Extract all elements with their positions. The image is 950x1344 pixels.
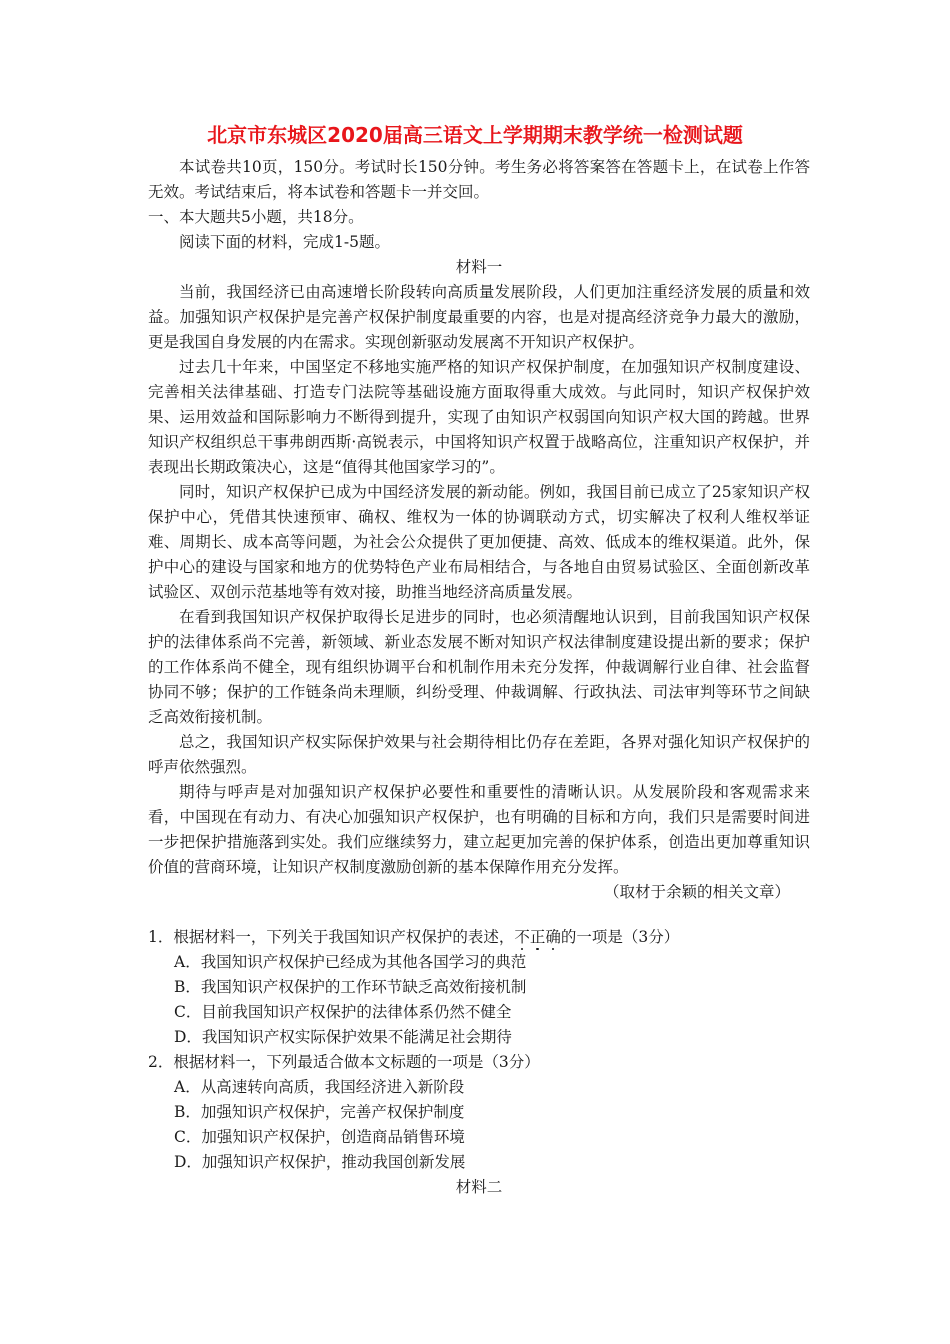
material-heading: 材料二 (455, 1178, 503, 1196)
material-paragraph: 期待与呼声是对加强知识产权保护必要性和重要性的清晰认识。从发展阶段和客观需求来看，中国现在有动力、有决心加强知识产权保护，也有明确的目标和方向，我们只是需要时间进一步把保护措施落到实处。我们应继续努力，建立起更加完善的保护体系，创造出更加尊重知识价值的营商环境，让知识产权制度激励创新的基本保障作用充分发挥。 (148, 783, 810, 876)
question-option: C．目前我国知识产权保护的法律体系仍然不健全 (174, 1003, 512, 1021)
question-option: A．我国知识产权保护已经成为其他各国学习的典范 (174, 953, 527, 971)
material-paragraph: 当前，我国经济已由高速增长阶段转向高质量发展阶段，人们更加注重经济发展的质量和效益。加强知识产权保护是完善产权保护制度最重要的内容，也是对提高经济竞争力最大的激励，更是我国自身发展的内在需求。实现创新驱动发展离不开知识产权保护。 (148, 283, 810, 351)
question-option: D．我国知识产权实际保护效果不能满足社会期待 (174, 1028, 512, 1046)
intro-paragraph: 本试卷共10页，150分。考试时长150分钟。考生务必将答案答在答题卡上，在试卷上作答无效。考试结束后，将本试卷和答题卡一并交回。 (148, 158, 810, 201)
section-instruction: 阅读下面的材料，完成1-5题。 (179, 233, 390, 251)
document-title: 北京市东城区2020届高三语文上学期期末教学统一检测试题 (207, 123, 743, 147)
question-stem: 2．根据材料一，下列最适合做本文标题的一项是（3分） (148, 1053, 540, 1071)
material-heading: 材料一 (455, 258, 503, 276)
document-body (148, 155, 810, 1200)
question-option: C．加强知识产权保护，创造商品销售环境 (174, 1128, 465, 1146)
section-heading: 一、本大题共5小题，共18分。 (148, 208, 364, 226)
question-option: D．加强知识产权保护，推动我国创新发展 (174, 1153, 466, 1171)
emphasis-char: 不 (514, 928, 530, 946)
question-stem: 1．根据材料一，下列关于我国知识产权保护的表述，不正确的一项是（3分） (148, 928, 680, 946)
question-option: B．我国知识产权保护的工作环节缺乏高效衔接机制 (174, 978, 527, 996)
material-paragraph: 同时，知识产权保护已成为中国经济发展的新动能。例如，我国目前已成立了25家知识产权保护中心，凭借其快速预审、确权、维权为一体的协调联动方式，切实解决了权利人维权举证难、周期长、成本高等问题，为社会公众提供了更加便捷、高效、低成本的维权渠道。此外，保护中心的建设与国家和地方的优势特色产业布局相结合，与各地自由贸易试验区、全面创新改革试验区、双创示范基地等有效对接，助推当地经济高质量发展。 (148, 483, 810, 601)
question-option: B．加强知识产权保护，完善产权保护制度 (174, 1103, 465, 1121)
material-source: （取材于余颖的相关文章） (603, 883, 790, 901)
material-paragraph: 在看到我国知识产权保护取得长足进步的同时，也必须清醒地认识到，目前我国知识产权保护的法律体系尚不完善，新领域、新业态发展不断对知识产权法律制度建设提出新的要求；保护的工作体系尚不健全，现有组织协调平台和机制作用未充分发挥，仲裁调解行业自律、社会监督协同不够；保护的工作链条尚未理顺，纠纷受理、仲裁调解、行政执法、司法审判等环节之间缺乏高效衔接机制。 (148, 608, 810, 726)
material-paragraph: 过去几十年来，中国坚定不移地实施严格的知识产权保护制度，在加强知识产权制度建设、完善相关法律基础、打造专门法院等基础设施方面取得重大成效。与此同时，知识产权保护效果、运用效益和国际影响力不断得到提升，实现了由知识产权弱国向知识产权大国的跨越。世界知识产权组织总干事弗朗西斯·高锐表示，中国将知识产权置于战略高位，注重知识产权保护，并表现出长期政策决心，这是“值得其他国家学习的”。 (148, 358, 810, 476)
material-paragraph: 总之，我国知识产权实际保护效果与社会期待相比仍存在差距，各界对强化知识产权保护的呼声依然强烈。 (148, 733, 810, 776)
emphasis-char: 正 (529, 928, 546, 946)
question-option: A．从高速转向高质，我国经济进入新阶段 (174, 1078, 465, 1096)
emphasis-char: 确 (545, 928, 561, 946)
